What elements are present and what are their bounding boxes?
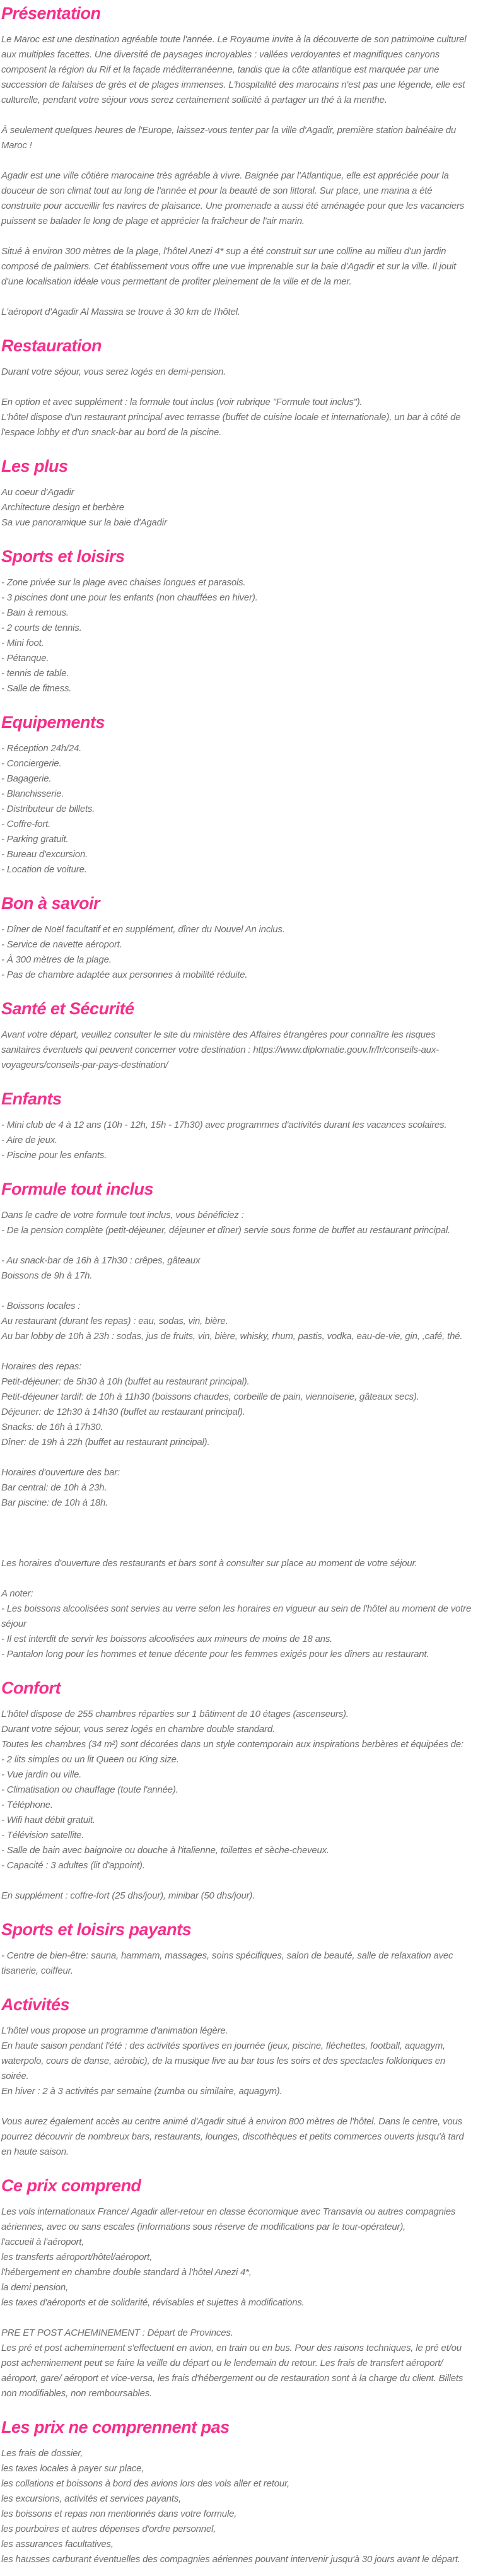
text-line: Bar piscine: de 10h à 18h. bbox=[1, 1497, 108, 1508]
section-les-plus bbox=[1, 457, 474, 530]
text-line: Durant votre séjour, vous serez logés en chambre double standard. bbox=[1, 1724, 275, 1735]
text-line: Les vols internationaux France/ Agadir aller-retour en classe économique avec Transavia ou autres compagnies aériennes, avec ou sans escales (informations sous réserve de modifications par le tour-opérateur), bbox=[1, 2206, 456, 2232]
text-line: - Télévision satellite. bbox=[1, 1830, 85, 1841]
section-activites bbox=[1, 1995, 474, 2160]
section-heading: Bon à savoir bbox=[1, 894, 100, 913]
text-line: Petit-déjeuner tardif: de 10h à 11h30 (boissons chaudes, corbeille de pain, viennoiserie, gâteaux secs). bbox=[1, 1391, 419, 1402]
section-heading: Activités bbox=[1, 1995, 70, 2014]
text-line: - Wifi haut débit gratuit. bbox=[1, 1815, 95, 1825]
text-line: - Les boissons alcoolisées sont servies au verre selon les horaires en vigueur au sein de l'hôtel au moment de votre séjour bbox=[1, 1603, 472, 1629]
paragraph: Agadir est une ville côtière marocaine très agréable à vivre. Baignée par l'Atlantique, elle est appréciée pour la douceur de son climat tout au long de l'année et pour la beauté de son littoral. Sur place, une marina a été construite pour accueillir les navires de plaisance. Une promenade a aussi été aménagée pour que les vacanciers puissent se balader le long de plage et apprécier la fraîcheur de l'air marin. bbox=[1, 170, 465, 226]
text-line: - Pétanque. bbox=[1, 653, 49, 664]
text-line: - Zone privée sur la plage avec chaises longues et parasols. bbox=[1, 577, 246, 588]
text-line: l'accueil à l'aéroport, bbox=[1, 2237, 85, 2247]
text-line: Dîner: de 19h à 22h (buffet au restaurant principal). bbox=[1, 1437, 210, 1448]
paragraph: Durant votre séjour, vous serez logés en demi-pension. bbox=[1, 366, 226, 377]
text-line: Petit-déjeuner: de 5h30 à 10h (buffet au restaurant principal). bbox=[1, 1376, 250, 1387]
text-line: - Mini club de 4 à 12 ans (10h - 12h, 15h - 17h30) avec programmes d'activités durant les vacances scolaires. bbox=[1, 1120, 447, 1130]
section-formule-tout-inclus bbox=[1, 1180, 474, 1662]
text-line: - Location de voiture. bbox=[1, 864, 87, 875]
section-heading: Enfants bbox=[1, 1089, 62, 1108]
text-block bbox=[1, 1208, 474, 1238]
paragraph: Avant votre départ, veuillez consulter le site du ministère des Affaires étrangères pour connaître les risques sanitaires éventuels qui peuvent concerner votre destination : https://www.diplomatie.gouv.fr/fr/conseils-aux-voyageurs/conseils-par-pays-destination/ bbox=[1, 1029, 439, 1070]
text-block bbox=[1, 1359, 474, 1450]
text-line: L'hôtel vous propose un programme d'animation légère. bbox=[1, 2025, 228, 2036]
text-line: Snacks: de 16h à 17h30. bbox=[1, 1422, 103, 1432]
text-line: la demi pension, bbox=[1, 2282, 69, 2293]
text-line: Horaires des repas: bbox=[1, 1361, 82, 1372]
text-line: PRE ET POST ACHEMINEMENT : Départ de Provinces. bbox=[1, 2327, 233, 2338]
paragraph: Les horaires d'ouverture des restaurants et bars sont à consulter sur place au moment de votre séjour. bbox=[1, 1558, 417, 1569]
text-line: - Boissons locales : bbox=[1, 1301, 81, 1311]
text-line: - Téléphone. bbox=[1, 1800, 53, 1810]
paragraph: En supplément : coffre-fort (25 dhs/jour), minibar (50 dhs/jour). bbox=[1, 1890, 255, 1901]
text-block bbox=[1, 2204, 474, 2310]
text-line: - Distributeur de billets. bbox=[1, 804, 95, 814]
text-line: - Bagagerie. bbox=[1, 773, 52, 784]
text-line: - 3 piscines dont une pour les enfants (non chauffées en hiver). bbox=[1, 592, 258, 603]
text-line: Architecture design et berbère bbox=[1, 502, 124, 513]
text-line: - Vue jardin ou ville. bbox=[1, 1769, 82, 1780]
section-sante-et-securite bbox=[1, 999, 474, 1073]
text-line: - Pantalon long pour les hommes et tenue décente pour les femmes exigés pour les dîners au restaurant. bbox=[1, 1649, 429, 1660]
text-line: - Mini foot. bbox=[1, 638, 44, 648]
text-line: Sa vue panoramique sur la baie d'Agadir bbox=[1, 517, 167, 528]
paragraph: - Centre de bien-être: sauna, hammam, massages, soins spécifiques, salon de beauté, salle de relaxation avec tisanerie, coiffeur. bbox=[1, 1950, 453, 1976]
text-line: Bar central: de 10h à 23h. bbox=[1, 1482, 107, 1493]
text-line: les pourboires et autres dépenses d'ordre personnel, bbox=[1, 2524, 216, 2534]
section-heading: Les plus bbox=[1, 457, 68, 476]
text-line: les excursions, activités et services payants, bbox=[1, 2493, 182, 2504]
text-line: - Conciergerie. bbox=[1, 758, 62, 769]
text-block bbox=[1, 575, 474, 696]
text-block bbox=[1, 1465, 474, 1511]
text-block bbox=[1, 1586, 474, 1662]
section-heading: Ce prix comprend bbox=[1, 2176, 141, 2195]
text-line: Toutes les chambres (34 m²) sont décorées dans un style contemporain aux inspirations berbères et équipées de: bbox=[1, 1739, 463, 1750]
text-line: - Pas de chambre adaptée aux personnes à mobilité réduite. bbox=[1, 969, 248, 980]
text-block bbox=[1, 2023, 474, 2099]
section-heading: Santé et Sécurité bbox=[1, 999, 134, 1018]
paragraph: À seulement quelques heures de l'Europe, laissez-vous tenter par la ville d'Agadir, première station balnéaire du Maroc ! bbox=[1, 125, 457, 151]
text-line: les hausses carburant éventuelles des compagnies aériennes pouvant intervenir jusqu'à 30 jours avant le départ. bbox=[1, 2554, 460, 2565]
text-line: Au restaurant (durant les repas) : eau, sodas, vin, bière. bbox=[1, 1316, 228, 1326]
text-block bbox=[1, 1299, 474, 1344]
paragraph: L'aéroport d'Agadir Al Massira se trouve à 30 km de l'hôtel. bbox=[1, 307, 240, 317]
text-line: les taxes locales à payer sur place, bbox=[1, 2463, 144, 2474]
text-line: - Salle de bain avec baignoire ou douche à l'italienne, toilettes et sèche-cheveux. bbox=[1, 1845, 329, 1856]
text-line: Les pré et post acheminement s'effectuent en avion, en train ou en bus. Pour des raisons techniques, le pré et/ou post acheminement peut se faire la veille du départ ou le lendemain du retour. Les frais de transfert aéroport/ aéroport, gare/ aéroport et vice-versa, les frais d'hébergement ou de restauration sont à la charge du client. Billets non modifiables, non remboursables. bbox=[1, 2343, 463, 2399]
text-line: - Blanchisserie. bbox=[1, 788, 64, 799]
text-line: - 2 courts de tennis. bbox=[1, 623, 82, 633]
text-line: Boissons de 9h à 17h. bbox=[1, 1270, 93, 1281]
section-heading: Formule tout inclus bbox=[1, 1180, 154, 1198]
text-line: Déjeuner: de 12h30 à 14h30 (buffet au restaurant principal). bbox=[1, 1407, 245, 1417]
text-line: - Salle de fitness. bbox=[1, 683, 72, 694]
text-line: En hiver : 2 à 3 activités par semaine (zumba ou similaire, aquagym). bbox=[1, 2086, 283, 2097]
section-equipements bbox=[1, 713, 474, 877]
section-restauration bbox=[1, 336, 474, 440]
text-line: les collations et boissons à bord des avions lors des vols aller et retour, bbox=[1, 2478, 289, 2489]
section-heading: Restauration bbox=[1, 336, 102, 355]
text-line: - À 300 mètres de la plage. bbox=[1, 954, 112, 965]
text-line: les transferts aéroport/hôtel/aéroport, bbox=[1, 2252, 152, 2263]
text-line: - Capacité : 3 adultes (lit d'appoint). bbox=[1, 1860, 145, 1871]
section-sports-et-loisirs bbox=[1, 547, 474, 696]
section-les-prix-ne-comprennent-pas bbox=[1, 2418, 474, 2567]
text-line: - Bain à remous. bbox=[1, 607, 69, 618]
paragraph: Le Maroc est une destination agréable toute l'année. Le Royaume invite à la découverte de son patrimoine culturel aux multiples facettes. Une diversité de paysages incroyables : vallées verdoyantes et magnifiques canyons composent la région du Rif et la façade méditerranéenne, tandis que la côte atlantique est marquée par une succession de falaises de grès et de plages immenses. L'hospitalité des marocains n'est pas une légende, elle est culturelle, pendant votre séjour vous serez certainement sollicité à partager un thé à la menthe. bbox=[1, 34, 467, 105]
text-line: - Aire de jeux. bbox=[1, 1135, 57, 1145]
paragraph: Situé à environ 300 mètres de la plage, l'hôtel Anezi 4* sup a été construit sur une colline au milieu d'un jardin composé de palmiers. Cet établissement vous offre une vue imprenable sur la baie d'Agadir et sur la ville. Il jouit d'une localisation idéale vous permettant de profiter pleinement de la ville et de la mer. bbox=[1, 246, 457, 287]
text-line: - Au snack-bar de 16h à 17h30 : crêpes, gâteaux bbox=[1, 1255, 201, 1266]
text-line: l'hébergement en chambre double standard à l'hôtel Anezi 4*, bbox=[1, 2267, 252, 2278]
text-line: Les frais de dossier, bbox=[1, 2448, 83, 2459]
section-presentation bbox=[1, 4, 474, 320]
text-line: - Coffre-fort. bbox=[1, 819, 51, 829]
text-line: L'hôtel dispose de 255 chambres réparties sur 1 bâtiment de 10 étages (ascenseurs). bbox=[1, 1709, 349, 1719]
section-ce-prix-comprend bbox=[1, 2176, 474, 2401]
text-block bbox=[1, 922, 474, 983]
text-block bbox=[1, 395, 474, 440]
text-line: Dans le cadre de votre formule tout inclus, vous bénéficiez : bbox=[1, 1210, 244, 1221]
paragraph: Vous aurez également accès au centre animé d'Agadir situé à environ 800 mètres de l'hôtel. Dans le centre, vous pourrez découvrir de nombreux bars, restaurants, lounges, discothèques et petits commerces ouverts jusqu'à tard en haute saison. bbox=[1, 2116, 464, 2157]
text-line: les assurances facultatives, bbox=[1, 2539, 114, 2550]
text-line: - Bureau d'excursion. bbox=[1, 849, 88, 860]
text-line: les boissons et repas non mentionnés dans votre formule, bbox=[1, 2509, 237, 2519]
text-line: Au bar lobby de 10h à 23h : sodas, jus de fruits, vin, bière, whisky, rhum, pastis, vodka, eau-de-vie, gin, ,café, thé. bbox=[1, 1331, 463, 1342]
text-line: - Climatisation ou chauffage (toute l'année). bbox=[1, 1784, 178, 1795]
text-block bbox=[1, 1707, 474, 1873]
text-block bbox=[1, 1253, 474, 1284]
text-line: - tennis de table. bbox=[1, 668, 69, 679]
section-heading: Equipements bbox=[1, 713, 105, 732]
text-line: En haute saison pendant l'été : des activités sportives en journée (jeux, piscine, fléchettes, football, aquagym, waterpolo, cours de danse, aérobic), de la musique live au bar tous les soirs et des spectacles folkloriques en soirée. bbox=[1, 2040, 446, 2081]
text-line: - Dîner de Noël facultatif et en supplément, dîner du Nouvel An inclus. bbox=[1, 924, 285, 935]
text-block bbox=[1, 741, 474, 877]
section-bon-a-savoir bbox=[1, 894, 474, 983]
text-line: Au coeur d'Agadir bbox=[1, 487, 74, 498]
text-line: - 2 lits simples ou un lit Queen ou King size. bbox=[1, 1754, 179, 1765]
text-block bbox=[1, 485, 474, 530]
text-line: - Réception 24h/24. bbox=[1, 743, 82, 754]
text-line: Horaires d'ouverture des bar: bbox=[1, 1467, 120, 1478]
text-line: - Piscine pour les enfants. bbox=[1, 1150, 107, 1161]
section-confort bbox=[1, 1678, 474, 1904]
section-heading: Confort bbox=[1, 1678, 61, 1697]
text-block bbox=[1, 1118, 474, 1163]
text-line: L'hôtel dispose d'un restaurant principal avec terrasse (buffet de cuisine locale et internationale), un bar à côté de l'espace lobby et d'un snack-bar au bord de la piscine. bbox=[1, 412, 461, 438]
section-sports-et-loisirs-payants bbox=[1, 1920, 474, 1979]
text-line: - Il est interdit de servir les boissons alcoolisées aux mineurs de moins de 18 ans. bbox=[1, 1634, 333, 1644]
section-heading: Sports et loisirs payants bbox=[1, 1920, 192, 1939]
section-heading: Présentation bbox=[1, 4, 101, 23]
text-line: - Service de navette aéroport. bbox=[1, 939, 122, 950]
text-block bbox=[1, 2446, 474, 2567]
text-line: - De la pension complète (petit-déjeuner, déjeuner et dîner) servie sous forme de buffet au restaurant principal. bbox=[1, 1225, 450, 1236]
section-heading: Les prix ne comprennent pas bbox=[1, 2418, 230, 2437]
text-line: - Parking gratuit. bbox=[1, 834, 69, 845]
text-line: les taxes d'aéroports et de solidarité, révisables et sujettes à modifications. bbox=[1, 2297, 305, 2308]
section-enfants bbox=[1, 1089, 474, 1163]
text-block bbox=[1, 2326, 474, 2401]
section-heading: Sports et loisirs bbox=[1, 547, 125, 566]
text-line: A noter: bbox=[1, 1588, 33, 1599]
text-line: En option et avec supplément : la formule tout inclus (voir rubrique "Formule tout inclus"). bbox=[1, 397, 363, 407]
